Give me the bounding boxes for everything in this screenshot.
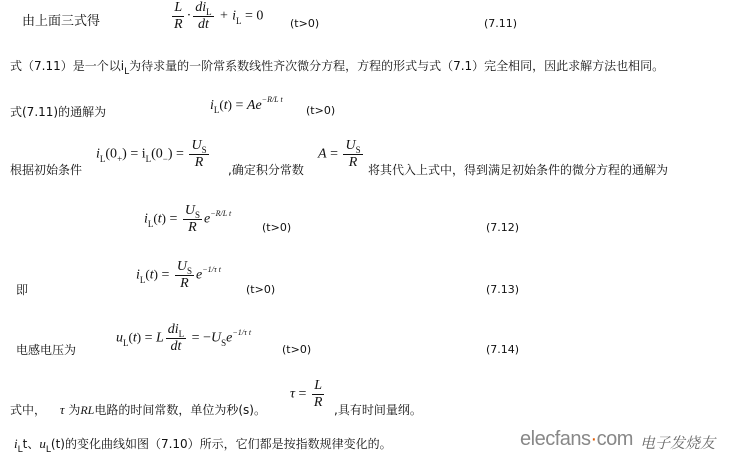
elecfans-cn-logo: 电子发烧友 [640,434,716,452]
paragraph-7-11-desc: 式（7.11）是一个以$i_L$为待求量的一阶常系数线性齐次微分方程，方程的形式与式（7.1）完全相同，因此求解方法也相同。 [10,59,665,77]
line7-label: 电感电压为 [16,343,77,357]
equation-7-14: $u_L(t) = L$ $\frac{di_L}{dt}$ = $-U_Se^{-1/\tau t}$ [116,322,252,354]
eq-number-7-13: (7.13) [486,283,520,296]
line4-tail-text: 将其代入上式中，得到满足初始条件的微分方程的通解为 [368,163,669,177]
eq-number-7-12: (7.12) [486,221,520,234]
line8-tail: ,具有时间量纲。 [334,403,422,417]
line9-text: $i_Lt$、$u_L(t)$的变化曲线如图（7.10）所示，它们都是按指数规律变化的。 [14,436,392,455]
line6-condition: (t>0) [246,283,276,296]
elecfans-logo: elecfans·com [520,428,633,450]
equation-7-12: $i_L(t)$ = $\frac{U_S}{R}$ $e^{-R/L t}$ [144,203,232,235]
line1-label: 由上面三式得 [22,14,101,29]
line5-condition: (t>0) [262,221,292,234]
general-solution-equation: $i_L(t) = Ae^{-R/L t}$ [210,95,283,115]
tau-definition: τ = $\frac{L}{R}$ [290,378,323,410]
eq-number-7-11: (7.11) [484,17,518,30]
eq-number-7-14: (7.14) [486,343,520,356]
line3-condition: (t>0) [306,104,336,117]
line4-label: 根据初始条件 [10,163,83,177]
line6-label: 即 [16,283,29,297]
line3-label: 式(7.11)的通解为 [10,105,107,119]
initial-condition-equation: $i_L(0_+) = i_L(0_-)$ = $\frac{U_S}{R}$ [96,138,207,170]
line8-text: 式中， τ 为RL电路的时间常数，单位为秒(s)。 [10,402,266,417]
equation-7-11: $\frac{L}{R}$ · $\frac{di_L}{dt}$ + $i_L = 0$ [174,0,264,32]
line7-condition: (t>0) [282,343,312,356]
constant-A-equation: A = $\frac{U_S}{R}$ [318,138,361,170]
line1-condition: (t>0) [290,17,320,30]
line4-mid-text: ,确定积分常数 [228,163,304,177]
equation-7-13: $i_L(t)$ = $\frac{U_S}{R}$ $e^{-1/\tau t}$ [136,259,221,291]
